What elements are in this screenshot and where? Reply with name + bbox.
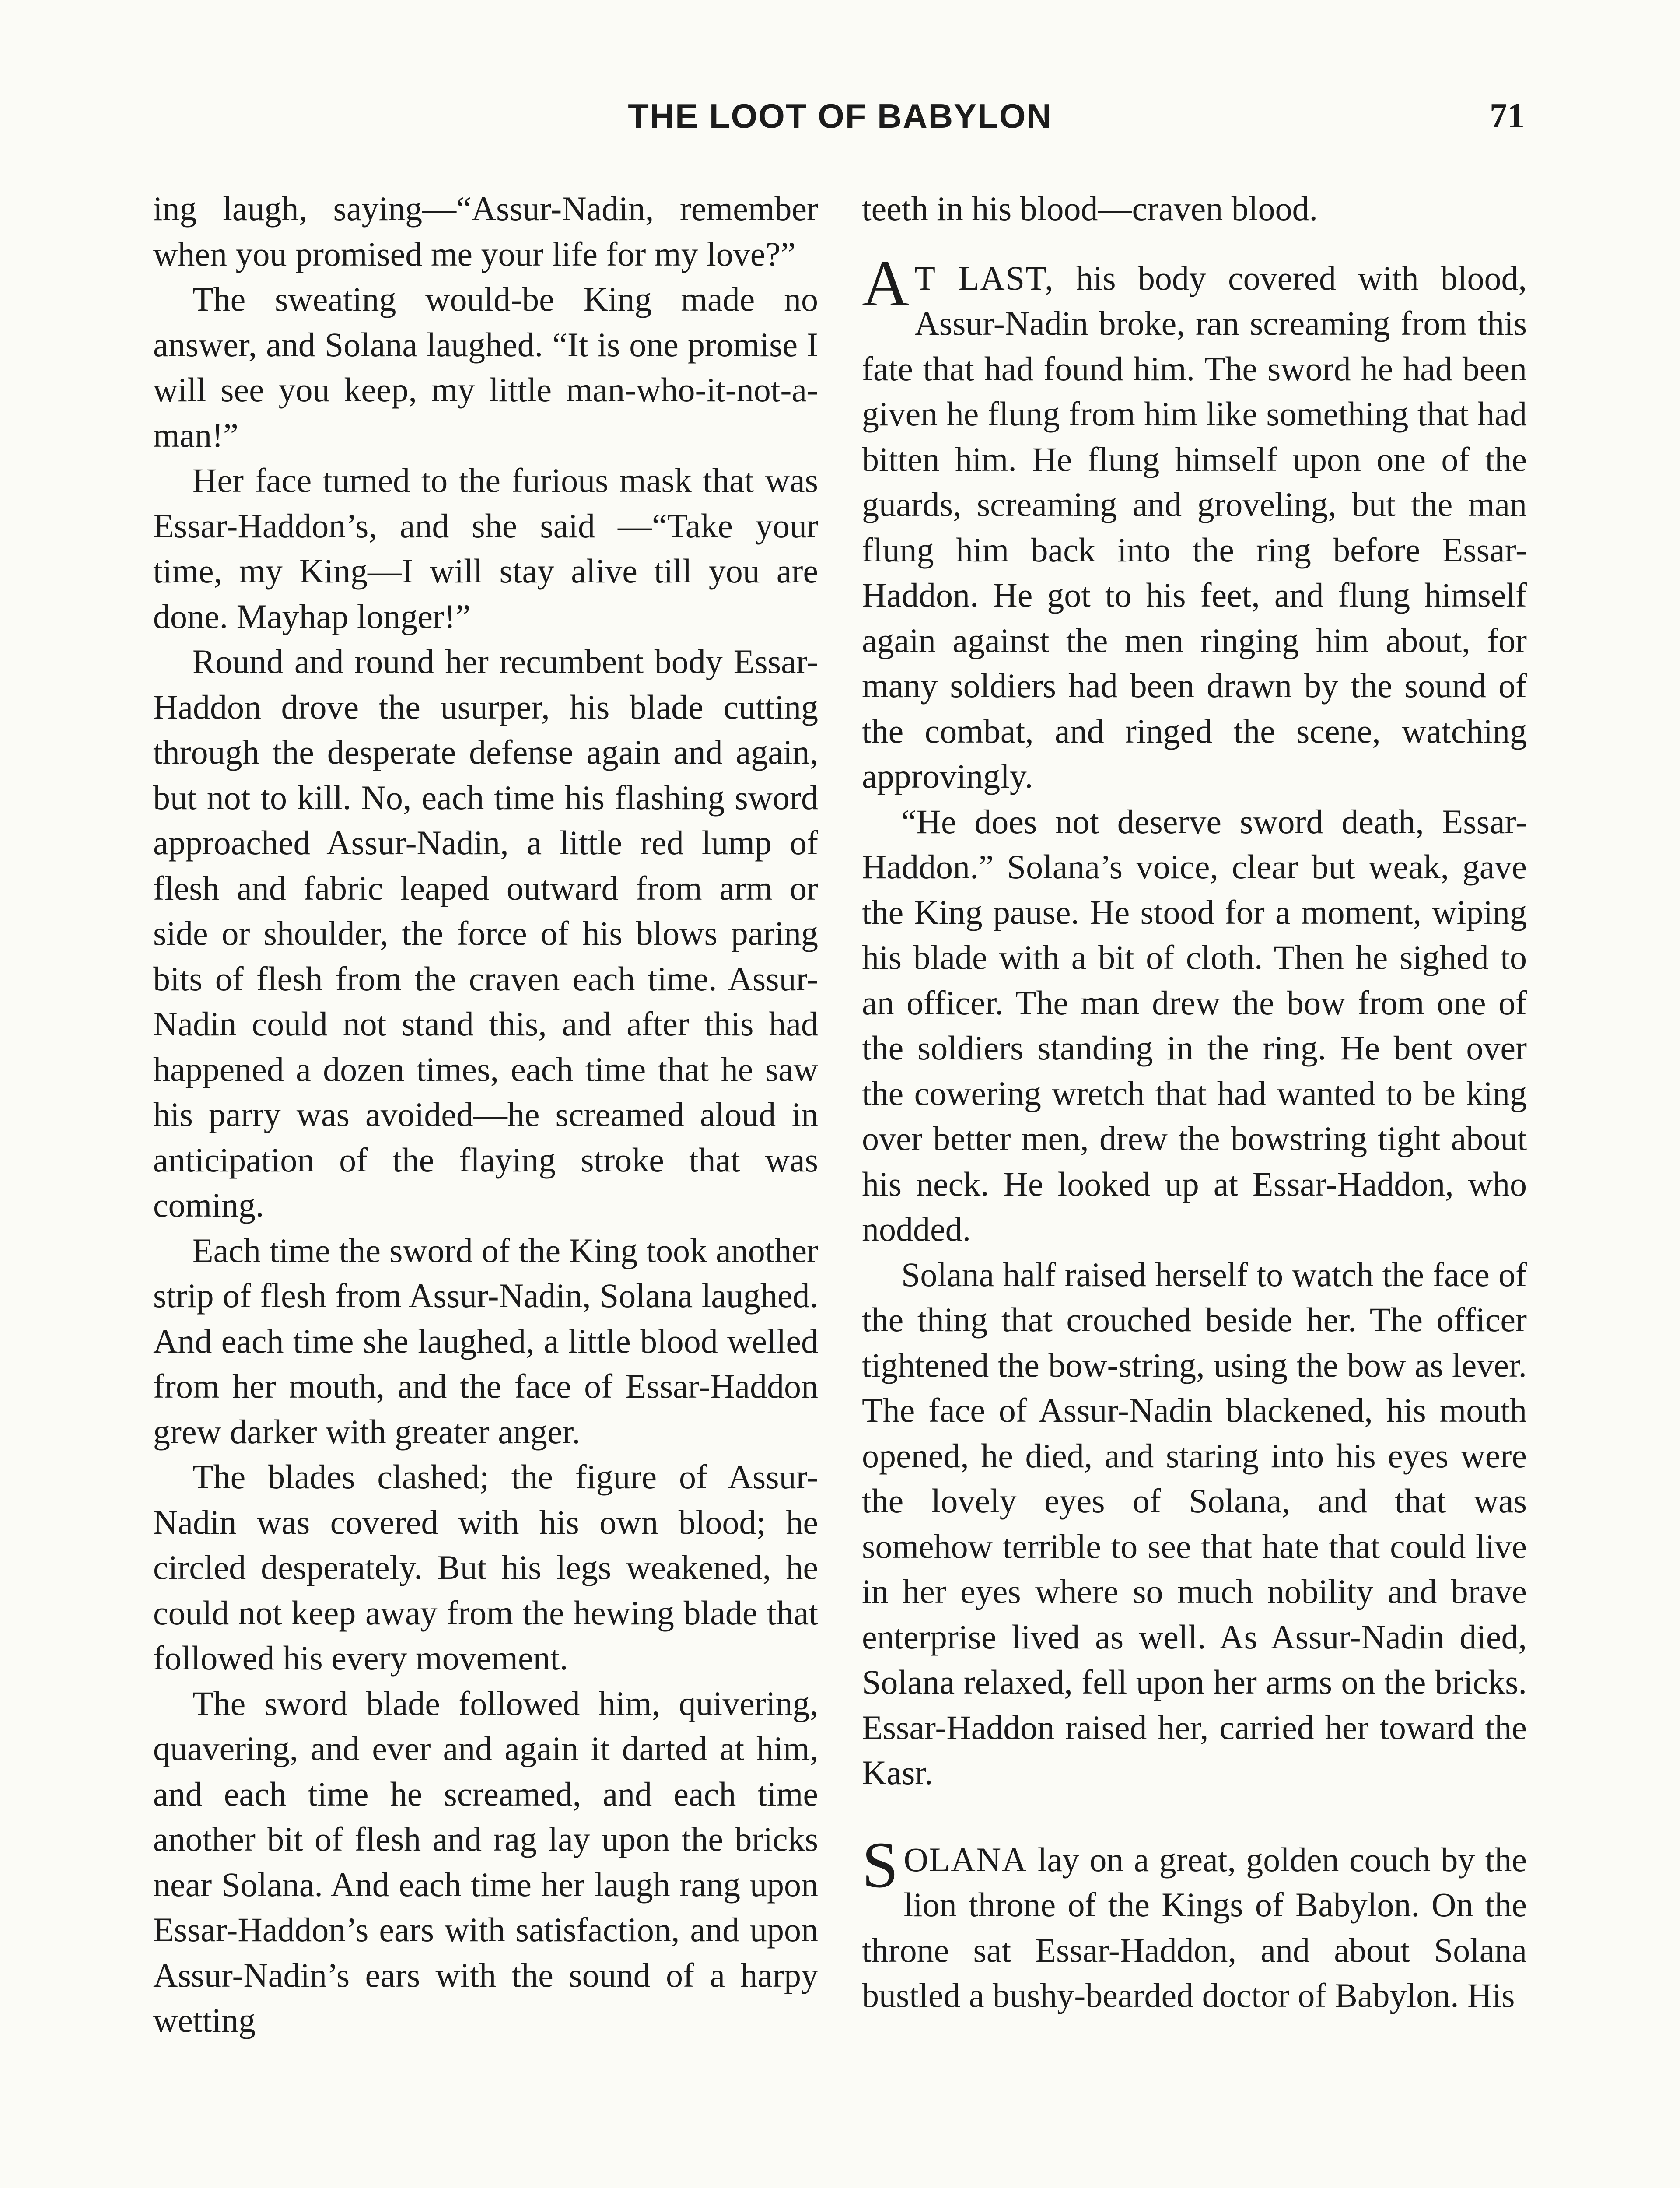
paragraph: The blades clashed; the figure of Assur-Nadin was covered with his own blood; he circled desperately. But his legs weakened, he could not keep away from the hewing blade that followed his every movement. xyxy=(153,1458,818,1677)
paragraph: Her face turned to the furious mask that was Essar-Haddon’s, and she said —“Take your time, my King—I will stay alive till you are done. Mayhap longer!” xyxy=(153,461,818,635)
page-number: 71 xyxy=(1490,97,1525,135)
section-lead: T LAST, xyxy=(914,259,1054,297)
section-opening-paragraph xyxy=(862,1828,1527,2018)
section-lead: OLANA xyxy=(903,1840,1028,1879)
section-opening-paragraph xyxy=(862,247,1527,799)
drop-cap: A xyxy=(862,247,910,320)
paragraph: “He does not deserve sword death, Essar-Haddon.” Solana’s voice, clear but weak, gave the King pause. He stood for a moment, wiping his blade with a bit of cloth. Then he sighed to an officer. The man drew the bow from one of the soldiers standing in the ring. He bent over the cowering wretch that had wanted to be king over better men, drew the bowstring tight about his neck. He looked up at Essar-Haddon, who nodded. xyxy=(862,802,1527,1248)
paragraph: ing laugh, saying—“Assur-Nadin, remember when you promised me your life for my love?” xyxy=(153,189,818,273)
drop-cap: S xyxy=(862,1828,899,1901)
section-text: his body covered with blood, Assur-Nadin broke, ran screaming from this fate that had found him. The sword he had been given he flung from him like something that had bitten him. He flung himself upon one of the guards, screaming and groveling, but the man flung him back into the ring before Essar-Haddon. He got to his feet, and flung himself again against the men ringing him about, for many soldiers had been drawn by the sound of the combat, and ringed the scene, watching approvingly. xyxy=(862,259,1527,795)
paragraph: Solana half raised herself to watch the face of the thing that crouched beside her. The officer tightened the bow-string, using the bow as lever. The face of Assur-Nadin blackened, his mouth opened, he died, and staring into his eyes were the lovely eyes of Solana, and that was somehow terrible to see that hate that could live in her eyes where so much nobility and brave enterprise lived as well. As Assur-Nadin died, Solana relaxed, fell upon her arms on the bricks. Essar-Haddon raised her, carried her toward the Kasr. xyxy=(862,1255,1527,1792)
paragraph: Each time the sword of the King took another strip of flesh from Assur-Nadin, Solana laughed. And each time she laughed, a little blood welled from her mouth, and the face of Essar-Haddon grew darker with greater anger. xyxy=(153,1231,818,1451)
paragraph-continuation: teeth in his blood—craven blood. xyxy=(862,189,1318,228)
paragraph: The sweating would-be King made no answer, and Solana laughed. “It is one promise I will see you keep, my little man-who-it-not-a-man!” xyxy=(153,280,818,454)
page-header xyxy=(0,88,1680,153)
running-title: THE LOOT OF BABYLON xyxy=(628,97,1052,135)
paragraph: Round and round her recumbent body Essar-Haddon drove the usurper, his blade cutting through the desperate defense again and again, but not to kill. No, each time his flashing sword approached Assur-Nadin, a little red lump of flesh and fabric leaped outward from arm or side or shoulder, the force of his blows paring bits of flesh from the craven each time. Assur-Nadin could not stand this, and after this had happened a dozen times, each time that he saw his parry was avoided—he screamed aloud in anticipation of the flaying stroke that was coming. xyxy=(153,642,818,1224)
left-column xyxy=(153,186,818,2043)
paragraph: The sword blade followed him, quivering, quavering, and ever and again it darted at him, and each time he screamed, and each time another bit of flesh and rag lay upon the bricks near Solana. And each time her laugh rang upon Essar-Haddon’s ears with satisfaction, and upon Assur-Nadin’s ears with the sound of a harpy wetting xyxy=(153,1684,818,2039)
right-column xyxy=(862,186,1527,2018)
section-text: lay on a great, golden couch by the lion throne of the Kings of Babylon. On the throne sat Essar-Haddon, and about Solana bustled a bushy-bearded doctor of Babylon. His xyxy=(862,1840,1527,2014)
